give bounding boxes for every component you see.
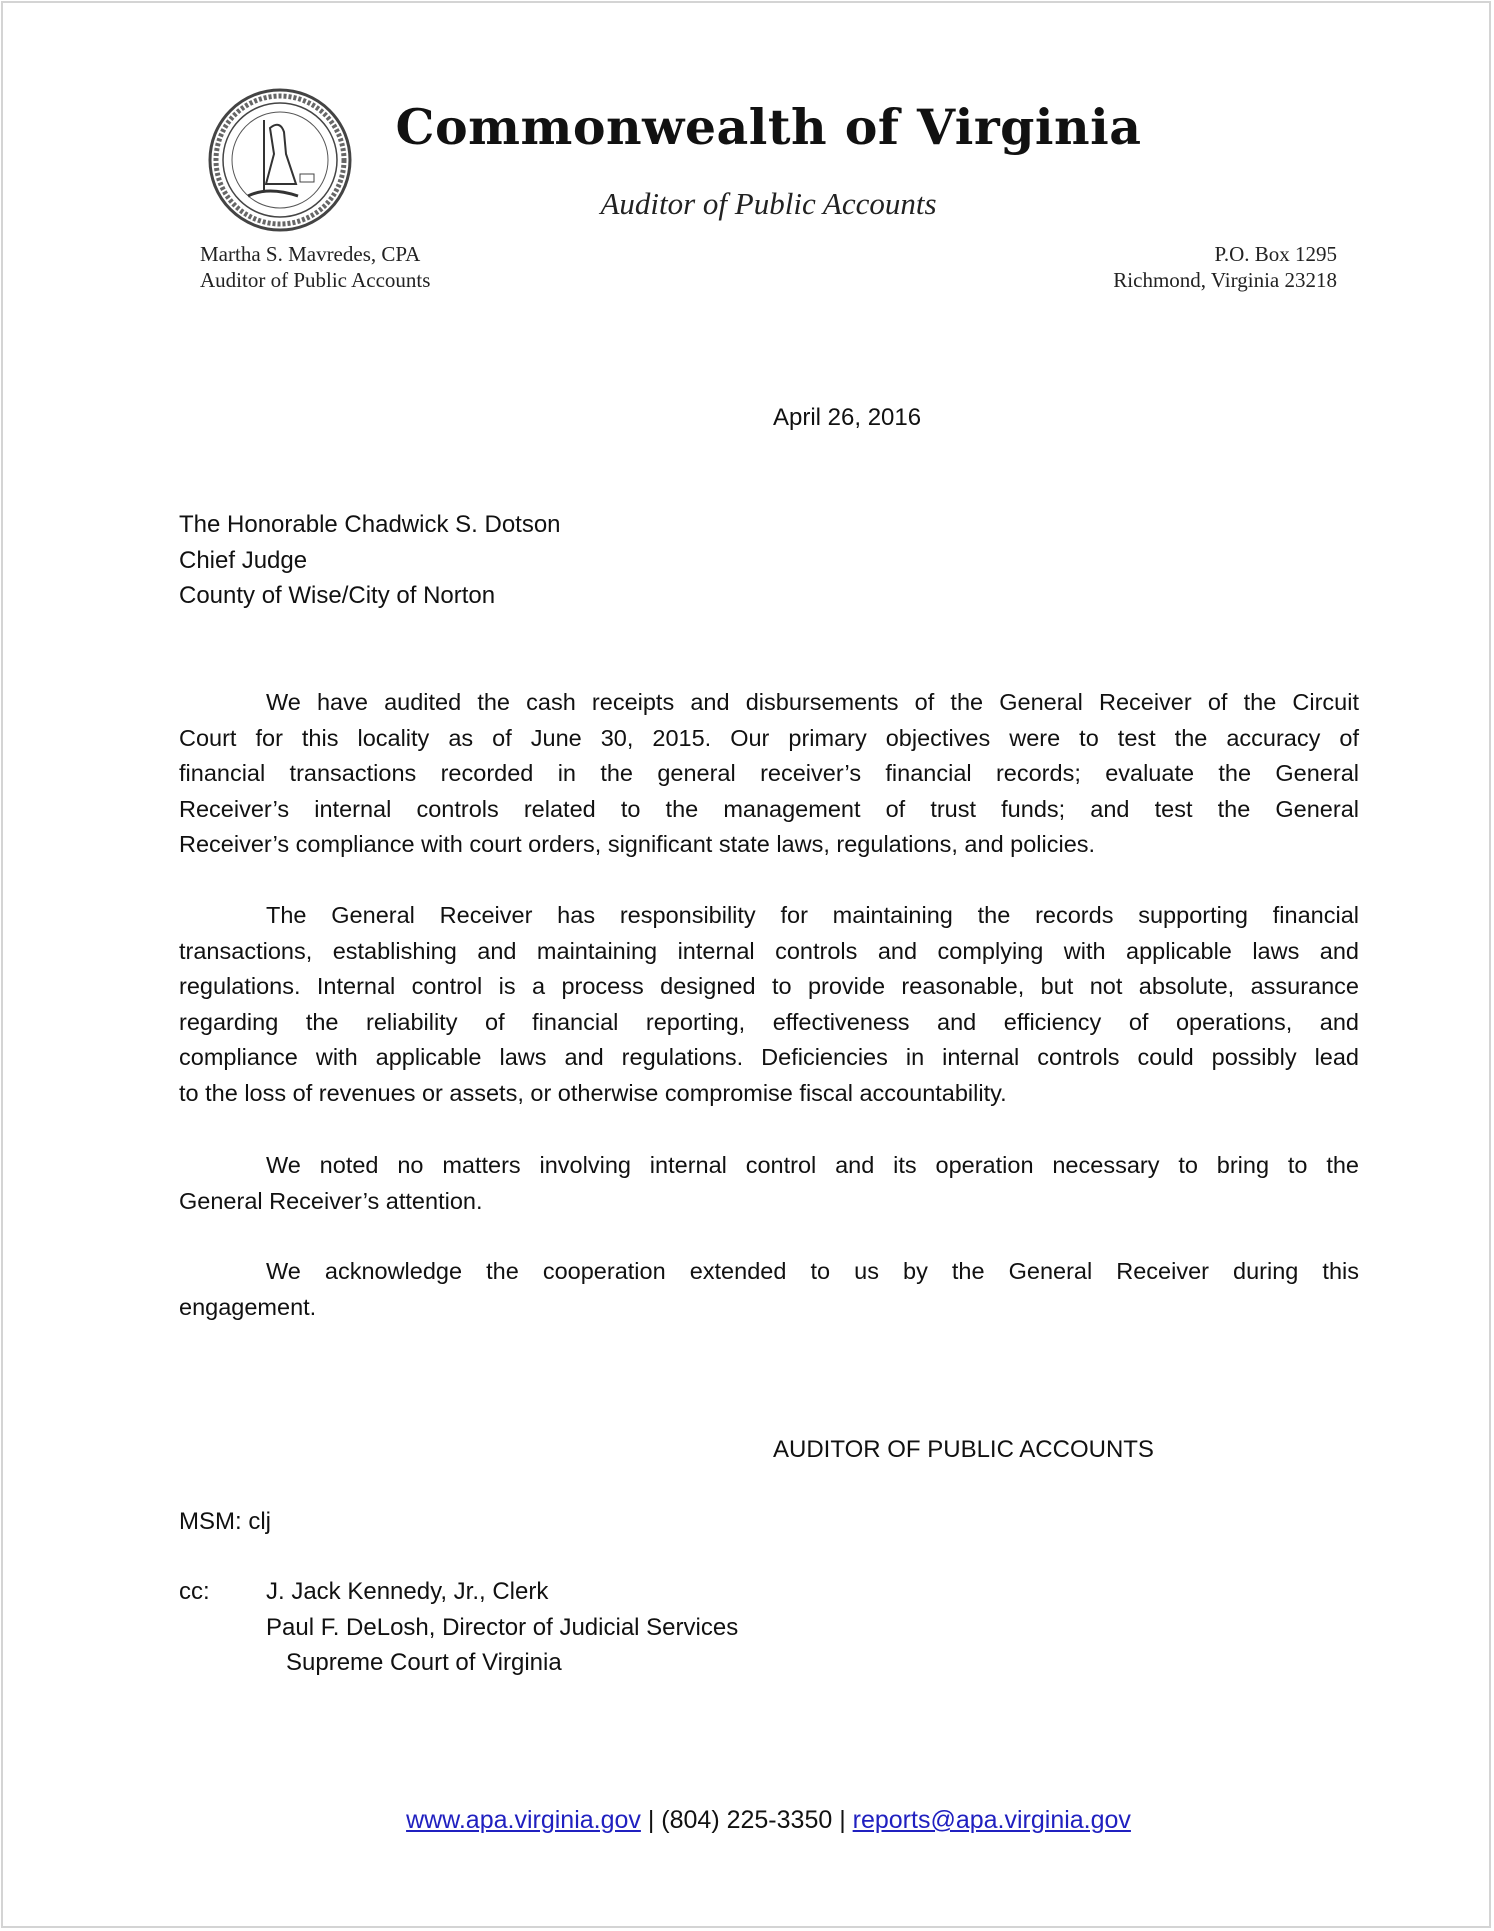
text-line: regulations. Internal control is a process designed to provide reasonable, but not absolute, assurance	[179, 973, 1359, 1000]
letterhead-subtitle: Auditor of Public Accounts	[600, 186, 937, 221]
cc-recipient-2-org: Supreme Court of Virginia	[286, 1649, 562, 1676]
address-line1: P.O. Box 1295	[1214, 242, 1337, 266]
footer-contact	[0, 1806, 1494, 1835]
body-paragraph-2	[179, 898, 1359, 1112]
mailing-address	[1113, 241, 1337, 293]
recipient-name: The Honorable Chadwick S. Dotson	[179, 511, 561, 538]
cc-label: cc:	[179, 1578, 210, 1605]
cc-recipient-1: J. Jack Kennedy, Jr., Clerk	[266, 1578, 549, 1605]
text-line: General Receiver’s attention.	[179, 1187, 483, 1214]
signature-block: AUDITOR OF PUBLIC ACCOUNTS	[773, 1436, 1154, 1463]
letter-date: April 26, 2016	[773, 404, 922, 431]
text-line: We have audited the cash receipts and disbursements of the General Receiver of the Circuit	[266, 689, 1359, 715]
text-line: transactions, establishing and maintaining internal controls and complying with applicable laws and	[179, 937, 1359, 964]
letterhead-title: Commonwealth of Virginia	[395, 98, 1142, 156]
body-paragraph-1	[179, 685, 1359, 863]
email-link[interactable]: reports@apa.virginia.gov	[852, 1806, 1131, 1834]
recipient-title: Chief Judge	[179, 546, 308, 574]
text-line: financial transactions recorded in the general receiver’s financial records; evaluate the General	[179, 760, 1359, 787]
auditor-block	[200, 241, 430, 293]
cc-recipient-2: Paul F. DeLosh, Director of Judicial Services	[266, 1614, 739, 1641]
text-line: We noted no matters involving internal control and its operation necessary to bring to the	[266, 1152, 1359, 1178]
text-line: to the loss of revenues or assets, or otherwise compromise fiscal accountability.	[179, 1079, 1007, 1106]
text-line: compliance with applicable laws and regulations. Deficiencies in internal controls could possibly lead	[179, 1044, 1359, 1071]
auditor-name: Martha S. Mavredes, CPA	[200, 242, 421, 266]
website-link[interactable]: www.apa.virginia.gov	[406, 1806, 641, 1834]
body-paragraph-3	[179, 1148, 1359, 1219]
initials: MSM: clj	[179, 1508, 271, 1535]
text-line: Court for this locality as of June 30, 2015. Our primary objectives were to test the accuracy of	[179, 724, 1359, 751]
text-line: The General Receiver has responsibility for maintaining the records supporting financial	[266, 902, 1359, 928]
recipient-locality: County of Wise/City of Norton	[179, 582, 496, 610]
text-line: regarding the reliability of financial reporting, effectiveness and efficiency of operations, and	[179, 1008, 1359, 1035]
text-line: Receiver’s internal controls related to the management of trust funds; and test the General	[179, 795, 1359, 822]
text-line: engagement.	[179, 1293, 317, 1320]
auditor-title: Auditor of Public Accounts	[200, 268, 431, 292]
body-paragraph-4	[179, 1254, 1359, 1325]
text-line: We acknowledge the cooperation extended to us by the General Receiver during this	[266, 1258, 1359, 1284]
address-line2: Richmond, Virginia 23218	[1113, 268, 1337, 292]
phone-number: | (804) 225-3350 |	[640, 1806, 853, 1834]
text-line: Receiver’s compliance with court orders, significant state laws, regulations, and policies.	[179, 831, 1096, 858]
recipient-block	[179, 507, 561, 614]
